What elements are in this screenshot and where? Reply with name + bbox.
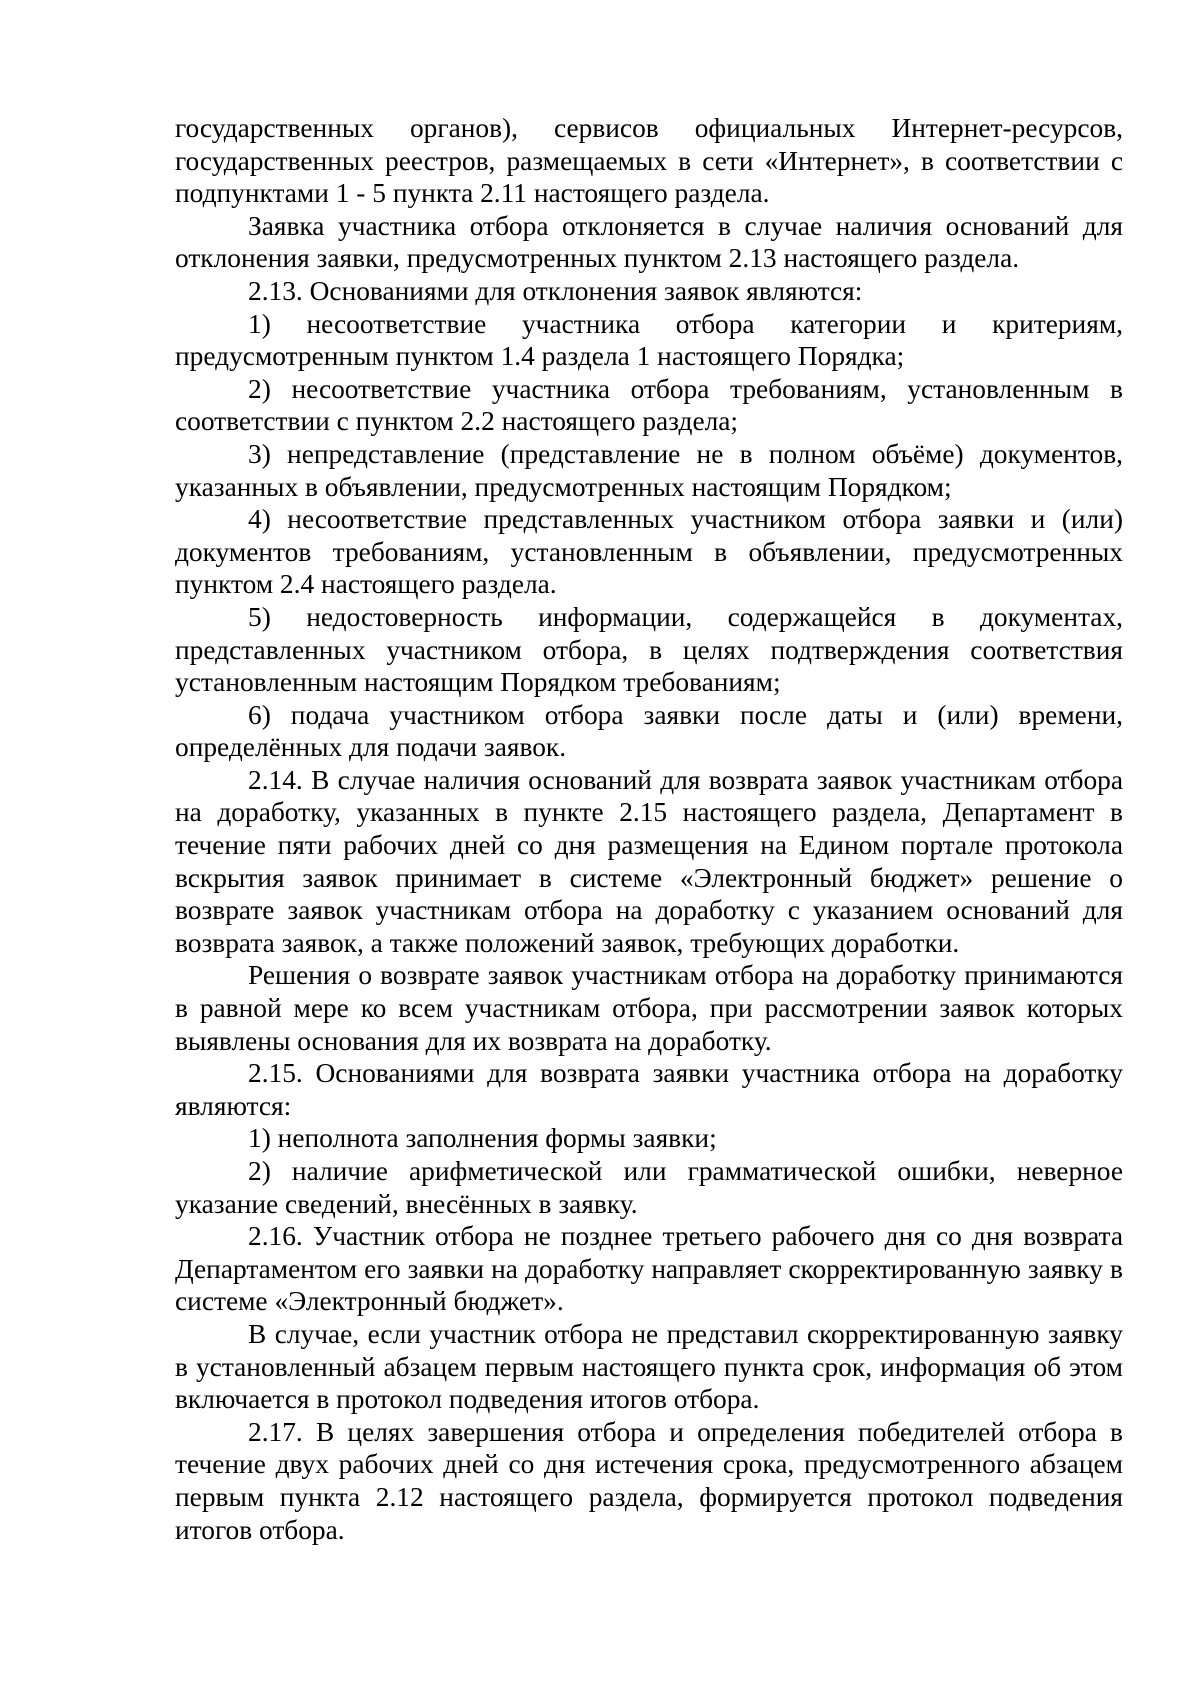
list-item-2-13-4: 4) несоответствие представленных участником отбора заявки и (или) документов требованиям, установленным в объявлении, предусмотренных пунктом 2.4 настоящего раздела. bbox=[175, 504, 1123, 600]
paragraph-2-16-note: В случае, если участник отбора не представил скорректированную заявку в установленный абзацем первым настоящего пункта срок, информация об этом включается в протокол подведения итогов отбора. bbox=[175, 1318, 1123, 1415]
document-page bbox=[175, 112, 1123, 1546]
list-item-2-15-1: 1) неполнота заполнения формы заявки; bbox=[248, 1123, 717, 1154]
paragraph-2-16: 2.16. Участник отбора не позднее третьего рабочего дня со дня возврата Департаментом его заявки на доработку направляет скорректированную заявку в системе «Электронный бюджет». bbox=[175, 1221, 1123, 1317]
paragraph-2-14: 2.14. В случае наличия оснований для возврата заявок участникам отбора на доработку, указанных в пункте 2.15 настоящего раздела, Департамент в течение пяти рабочих дней со дня размещения на Едином портале протокола вскрытия заявок принимает в системе «Электронный бюджет» решение о возврате заявок участникам отбора на доработку с указанием оснований для возврата заявок, а также положений заявок, требующих доработки. bbox=[175, 764, 1123, 958]
list-item-2-13-1: 1) несоответствие участника отбора категории и критериям, предусмотренным пунктом 1.4 раздела 1 настоящего Порядка; bbox=[175, 308, 1123, 372]
paragraph-2-14-decisions: Решения о возврате заявок участникам отбора на доработку принимаются в равной мере ко всем участникам отбора, при рассмотрении заявок которых выявлены основания для их возврата на доработку. bbox=[175, 960, 1123, 1056]
list-item-2-13-6: 6) подача участником отбора заявки после даты и (или) времени, определённых для подачи заявок. bbox=[175, 699, 1123, 763]
list-item-2-15-2: 2) наличие арифметической или грамматической ошибки, неверное указание сведений, внесённых в заявку. bbox=[175, 1156, 1123, 1219]
paragraph-2-15-heading: 2.15. Основаниями для возврата заявки участника отбора на доработку являются: bbox=[175, 1058, 1123, 1121]
list-item-2-13-3: 3) непредставление (представление не в полном объёме) документов, указанных в объявлении, предусмотренных настоящим Порядком; bbox=[175, 438, 1123, 502]
paragraph-2-13-heading: 2.13. Основаниями для отклонения заявок являются: bbox=[248, 275, 863, 306]
paragraph-2-17: 2.17. В целях завершения отбора и определения победителей отбора в течение двух рабочих дней со дня истечения срока, предусмотренного абзацем первым пункта 2.12 настоящего раздела, формируется протокол подведения итогов отбора. bbox=[175, 1416, 1123, 1545]
list-item-2-13-5: 5) недостоверность информации, содержащейся в документах, представленных участником отбора, в целях подтверждения соответствия установленным настоящим Порядком требованиям; bbox=[175, 601, 1123, 698]
paragraph-rejection-note: Заявка участника отбора отклоняется в случае наличия оснований для отклонения заявки, предусмотренных пунктом 2.13 настоящего раздела. bbox=[175, 210, 1123, 274]
list-item-2-13-2: 2) несоответствие участника отбора требованиям, установленным в соответствии с пунктом 2.2 настоящего раздела; bbox=[175, 373, 1123, 437]
paragraph-continuation: государственных органов), сервисов официальных Интернет-ресурсов, государственных реестров, размещаемых в сети «Интернет», в соответствии с подпунктами 1 - 5 пункта 2.11 настоящего раздела. bbox=[175, 113, 1123, 209]
